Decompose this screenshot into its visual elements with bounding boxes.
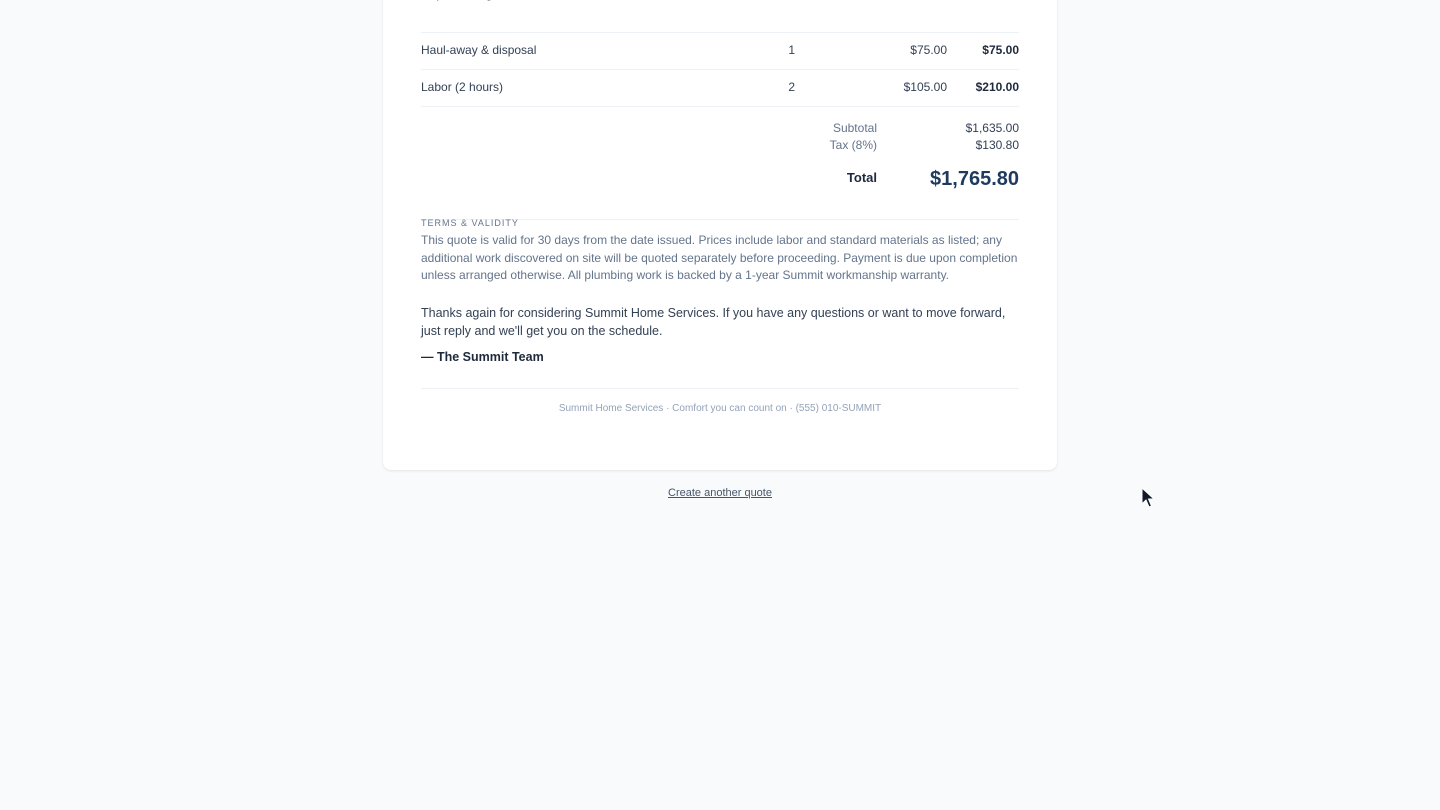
- mouse-pointer-icon: [1141, 487, 1155, 509]
- line-item-description: Labor (2 hours): [421, 80, 504, 94]
- line-item-amount: [909, 0, 1019, 1]
- quote-content: [421, 0, 1019, 414]
- total-label: Total: [846, 170, 877, 185]
- line-item-qty: [764, 0, 795, 1]
- line-item-unit-price: $105.00: [903, 80, 947, 94]
- terms-body: This quote is valid for 30 days from the date issued. Prices include labor and standard materials as listed; any additional work discovered on site will be quoted separately before proceeding. Payment is due upon completion unless arranged otherwise. All plumbing work is backed by a 1-year Summit workmanship warranty.: [421, 233, 1018, 282]
- closing-message: Thanks again for considering Summit Home Services. If you have any questions or want to move forward, just reply and we'll get you on the schedule.: [421, 306, 1006, 338]
- line-item-row: [421, 70, 1019, 107]
- tax-value: $130.80: [975, 138, 1019, 152]
- signoff: — The Summit Team: [421, 350, 544, 364]
- subtotal-label: Subtotal: [832, 121, 877, 135]
- line-item-description: [421, 0, 588, 1]
- line-item-amount: $75.00: [982, 43, 1019, 57]
- totals-section: [421, 107, 1019, 220]
- line-item-description: Haul-away & disposal: [421, 43, 537, 57]
- line-item-row: [421, 33, 1019, 70]
- footer-divider: [421, 388, 1019, 389]
- terms-title: TERMS & VALIDITY: [421, 218, 519, 228]
- total-value: $1,765.80: [930, 168, 1019, 190]
- create-another-quote-link[interactable]: Create another quote: [668, 487, 772, 499]
- footer-text: Summit Home Services · Comfort you can count on · (555) 010-SUMMIT: [558, 403, 882, 414]
- quote-card: [383, 0, 1057, 470]
- tax-label: Tax (8%): [829, 138, 877, 152]
- subtotal-value: $1,635.00: [965, 121, 1019, 135]
- create-another-quote-container: [0, 487, 1440, 499]
- line-item-amount: $210.00: [975, 80, 1019, 94]
- line-item-qty: 2: [788, 80, 795, 94]
- line-item-unit-price: $75.00: [910, 43, 947, 57]
- line-item-row: [421, 0, 1019, 33]
- line-item-qty: 1: [788, 43, 795, 57]
